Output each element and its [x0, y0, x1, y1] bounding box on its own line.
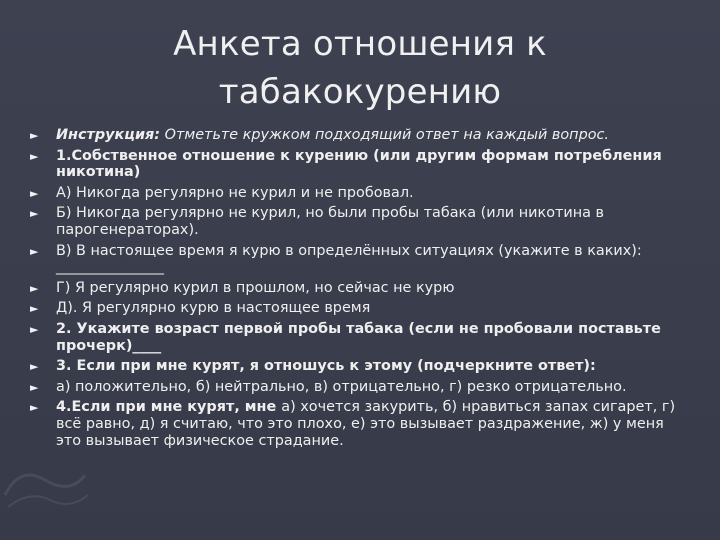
faint-watermark-graphic	[0, 455, 90, 515]
bullet-arrow-icon: ►	[30, 322, 39, 336]
answer-1b	[30, 205, 690, 238]
question-2-text: 2. Укажите возраст первой пробы табака (если не пробовали поставьте прочерк)____	[56, 320, 661, 354]
answer-1b-text: Б) Никогда регулярно не курил, но были пробы табака (или никотина в парогенераторах).	[56, 205, 605, 238]
bullet-arrow-icon: ►	[30, 129, 39, 142]
answer-1e	[30, 300, 690, 317]
instruction-item	[30, 127, 690, 144]
answer-1a	[30, 185, 690, 202]
bullet-arrow-icon: ►	[30, 186, 39, 200]
bullet-arrow-icon: ►	[30, 360, 39, 374]
answer-1c	[30, 243, 690, 276]
bullet-arrow-icon: ►	[30, 302, 39, 316]
answer-1d	[30, 280, 690, 297]
instruction-text: Отметьте кружком подходящий ответ на каждый вопрос.	[160, 127, 610, 143]
instruction-label: Инструкция:	[56, 127, 161, 143]
question-3-text: 3. Если при мне курят, я отношусь к этому (подчеркните ответ):	[56, 358, 596, 375]
question-1-text: 1.Собственное отношение к курению (или другим формам потребления никотина)	[56, 147, 662, 181]
question-1	[30, 148, 690, 181]
questionnaire-body	[30, 127, 690, 453]
answer-1d-text: Г) Я регулярно курил в прошлом, но сейчас не курю	[56, 279, 455, 296]
answer-1e-text: Д). Я регулярно курю в настоящее время	[56, 300, 371, 317]
question-2	[30, 321, 690, 354]
answer-3-text: а) положительно, б) нейтрально, в) отрицательно, г) резко отрицательно.	[56, 378, 627, 395]
bullet-arrow-icon: ►	[30, 281, 39, 295]
question-4-label: 4.Если при мне курят, мне	[56, 399, 282, 416]
bullet-arrow-icon: ►	[30, 380, 39, 394]
question-3	[30, 358, 690, 375]
bullet-arrow-icon: ►	[30, 401, 39, 415]
answer-1c-text: В) В настоящее время я курю в определённых ситуациях (укажите в каких): _______________	[56, 242, 642, 276]
question-4	[30, 399, 690, 449]
question-4-options: а) хочется закурить, б) нравиться запах сигарет, г) всё равно, д) я считаю, что это плохо, е) это вызывает раздражение, ж) у меня это вызывает физическое страдание.	[56, 399, 676, 449]
slide-title: Анкета отношения к табакокурению	[173, 24, 547, 112]
answer-3-options	[30, 379, 690, 396]
bullet-arrow-icon: ►	[30, 244, 39, 258]
bullet-arrow-icon: ►	[30, 207, 39, 221]
answer-1a-text: А) Никогда регулярно не курил и не пробовал.	[56, 184, 414, 201]
bullet-arrow-icon: ►	[30, 149, 39, 163]
